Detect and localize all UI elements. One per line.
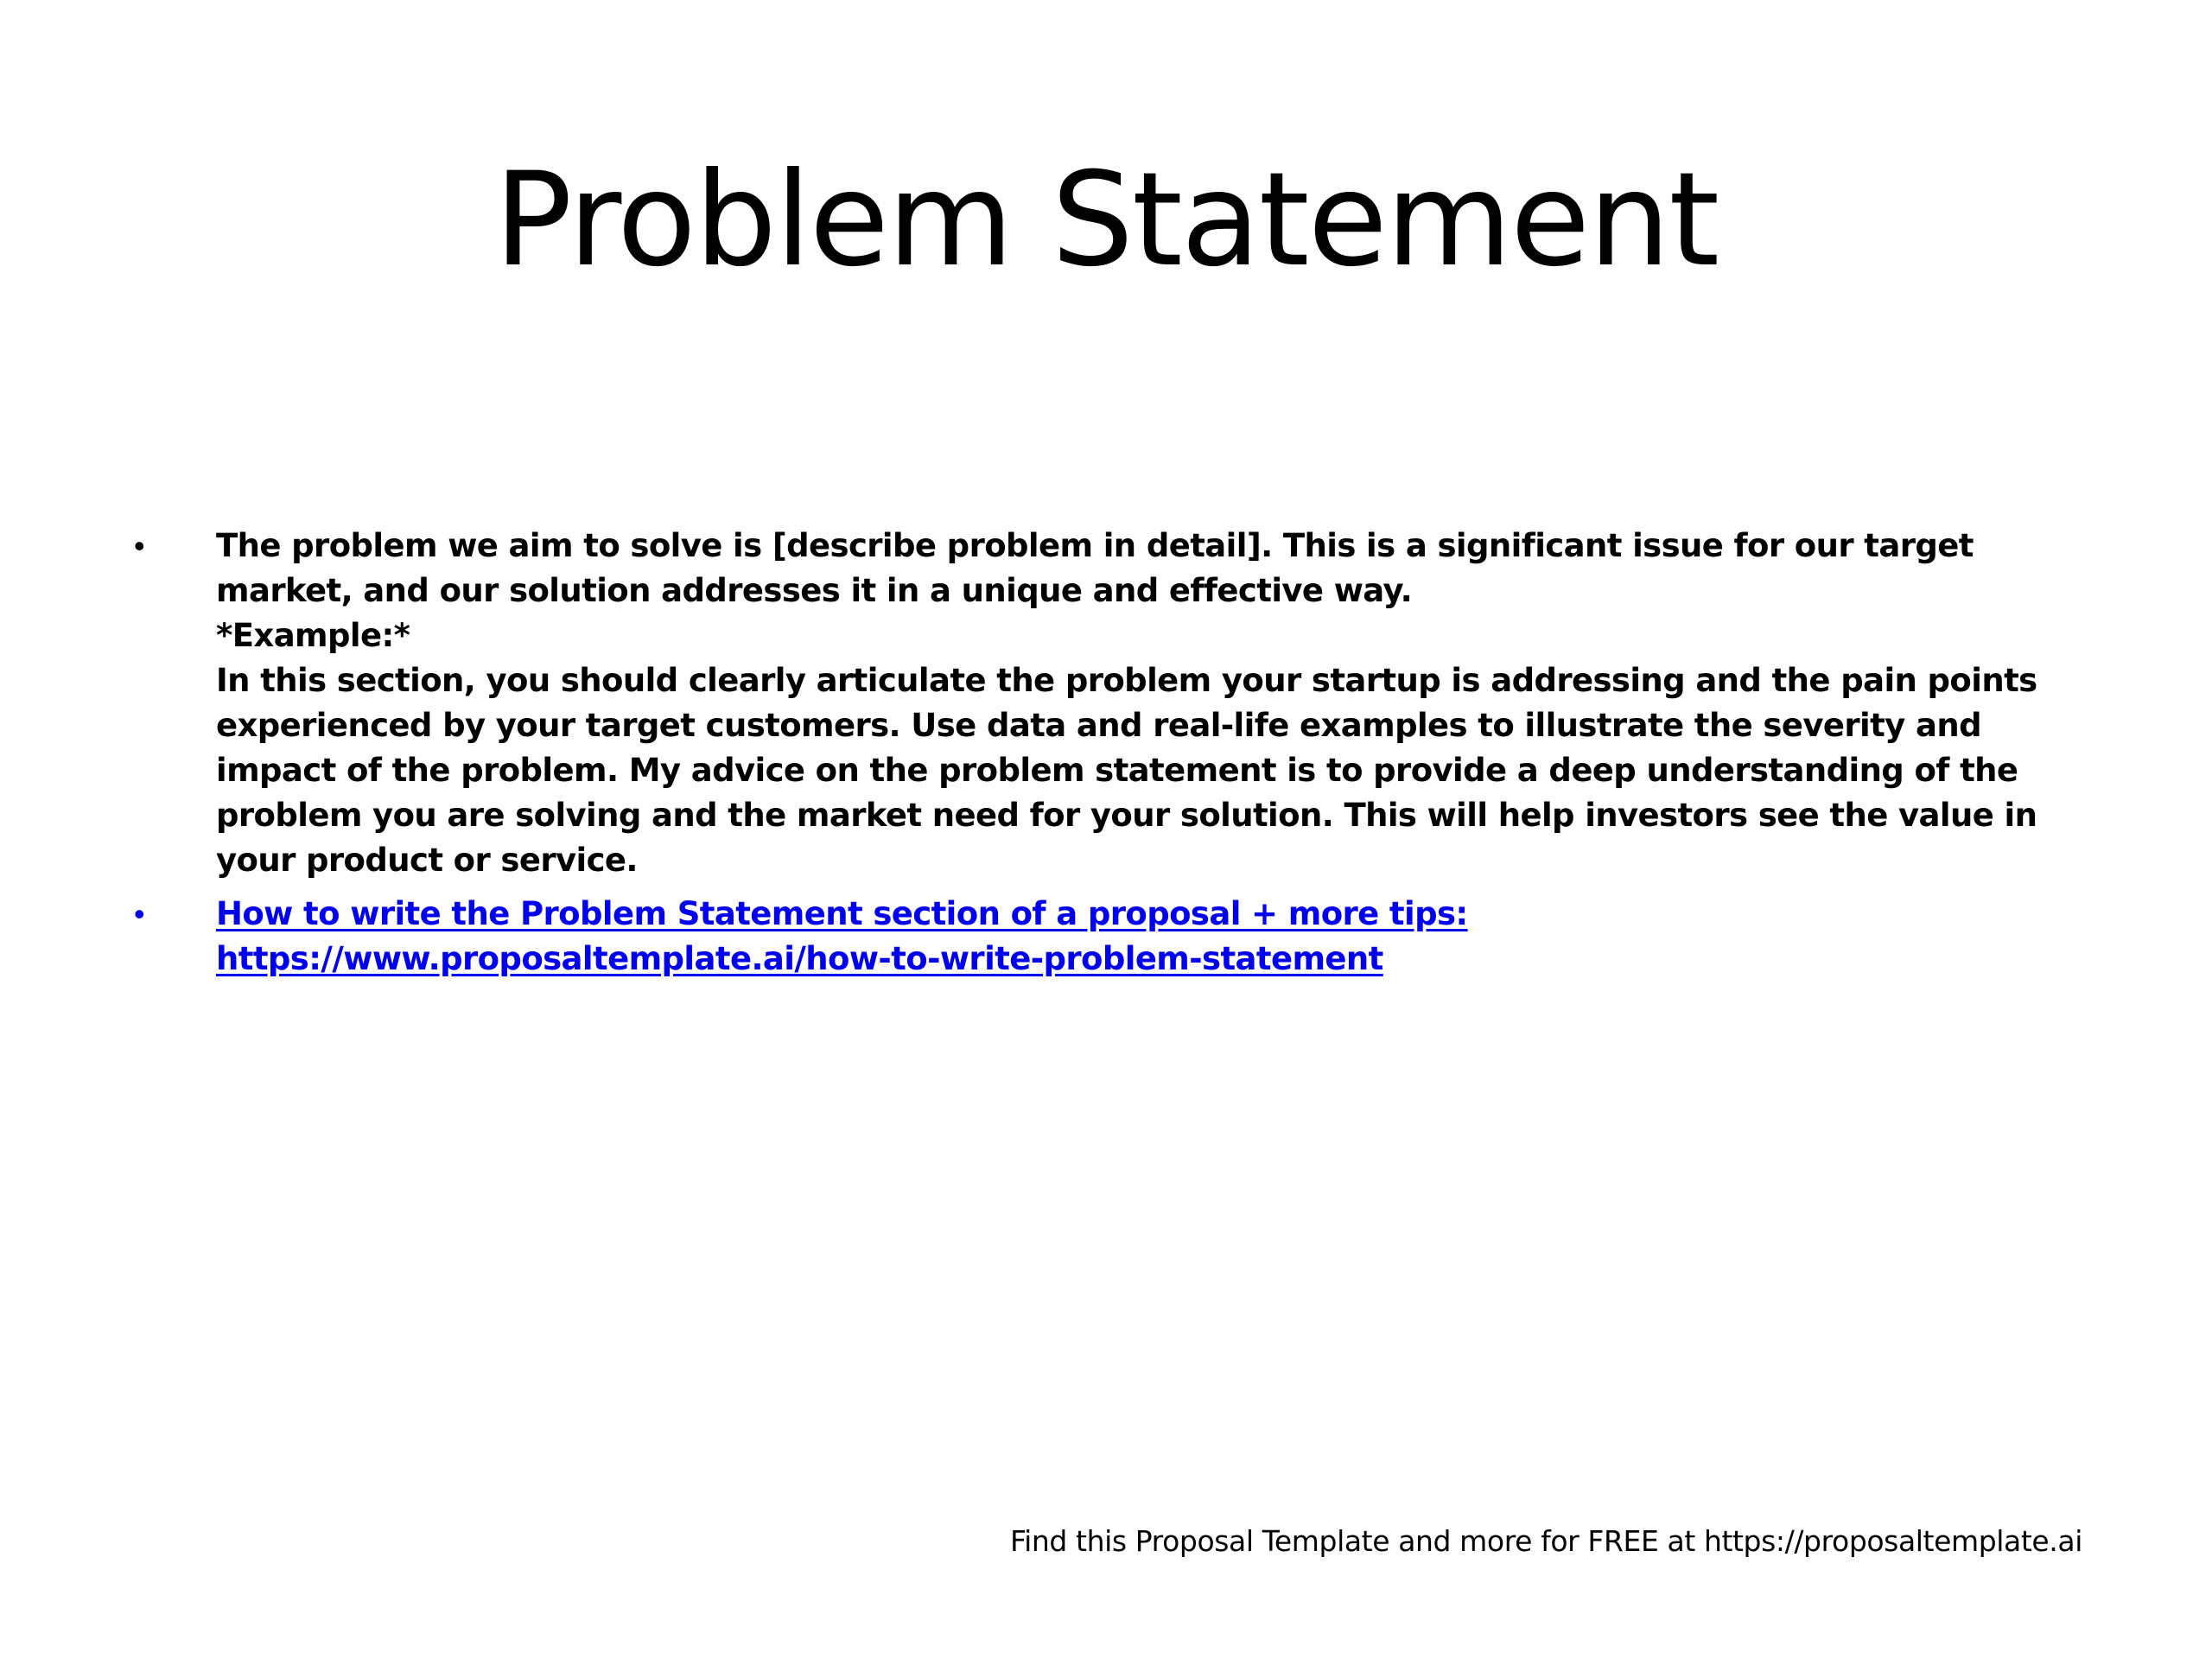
bullet-icon: •	[134, 528, 145, 563]
slide-title: Problem Statement	[493, 145, 1719, 296]
section-advice: In this section, you should clearly articulate the problem your startup is addressing and the pain points experienced by your target customers. Use data and real-life examples to illustrate the severity and impact of the problem. My advice on the problem statement is to provide a deep understanding of the problem you are solving and the market need for your solution. This will help investors see the value in your product or service.	[216, 662, 2037, 879]
problem-statement-tips-link[interactable]: How to write the Problem Statement section of a proposal + more tips: https://www.proposaltemplate.ai/how-to-write-problem-statement	[216, 895, 1468, 977]
bullet-link-container	[216, 892, 2100, 982]
bullet-item-problem	[130, 524, 2100, 883]
footer-text: Find this Proposal Template and more for FREE at https://proposaltemplate.ai	[1009, 1524, 2082, 1558]
bullet-icon: •	[134, 896, 145, 931]
bullet-text	[216, 524, 2100, 883]
example-label: *Example:*	[216, 617, 410, 654]
bullet-item-link	[130, 892, 2100, 982]
slide-content	[130, 524, 2100, 990]
problem-description: The problem we aim to solve is [describe problem in detail]. This is a significant issue for our target market, and our solution addresses it in a unique and effective way.	[216, 527, 1974, 609]
